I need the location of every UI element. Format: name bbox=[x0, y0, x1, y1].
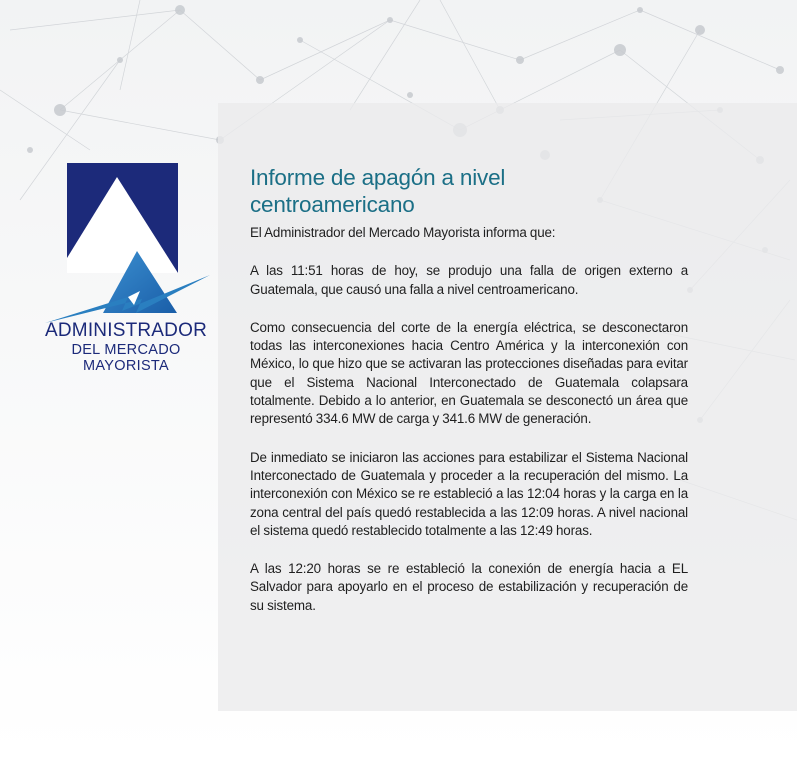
paragraph-failure: A las 11:51 horas de hoy, se produjo una falla de origen externo a Guatemala, que causó una falla a nivel centroamericano. bbox=[250, 263, 688, 297]
article bbox=[250, 164, 688, 635]
logo-text-line1: ADMINISTRADOR bbox=[45, 320, 207, 341]
title-line-1: Informe de apagón a nivel bbox=[250, 165, 506, 190]
logo-text-line3: MAYORISTA bbox=[83, 358, 169, 374]
paragraph-el-salvador: A las 12:20 horas se re estableció la conexión de energía hacia a EL Salvador para apoyarlo en el proceso de estabilización y recuperación de su sistema. bbox=[250, 561, 688, 613]
article-title bbox=[250, 164, 688, 218]
paragraph-consequence: Como consecuencia del corte de la energía eléctrica, se desconectaron todas las interconexiones hacia Centro América y la interconexión con México, lo que hizo que se activaran las protecciones diseñadas para evitar que el Sistema Nacional Interconectado de Guatemala colapsara totalmente. Debido a lo anterior, en Guatemala se desconectó un área que representó 334.6 MW de carga y 341.6 MW de generación. bbox=[250, 319, 688, 427]
logo-text-line2: DEL MERCADO bbox=[71, 342, 181, 358]
title-line-2: centroamericano bbox=[250, 192, 415, 217]
paragraph-intro: El Administrador del Mercado Mayorista informa que: bbox=[250, 225, 556, 240]
paragraph-recovery: De inmediato se iniciaron las acciones para estabilizar el Sistema Nacional Interconectado de Guatemala y proceder a la recuperación del mismo. La interconexión con México se re estableció a las 12:04 horas y la carga en la zona central del país quedó restablecida a las 12:09 horas. A nivel nacional el sistema quedó restablecido totalmente a las 12:49 horas. bbox=[250, 449, 688, 538]
